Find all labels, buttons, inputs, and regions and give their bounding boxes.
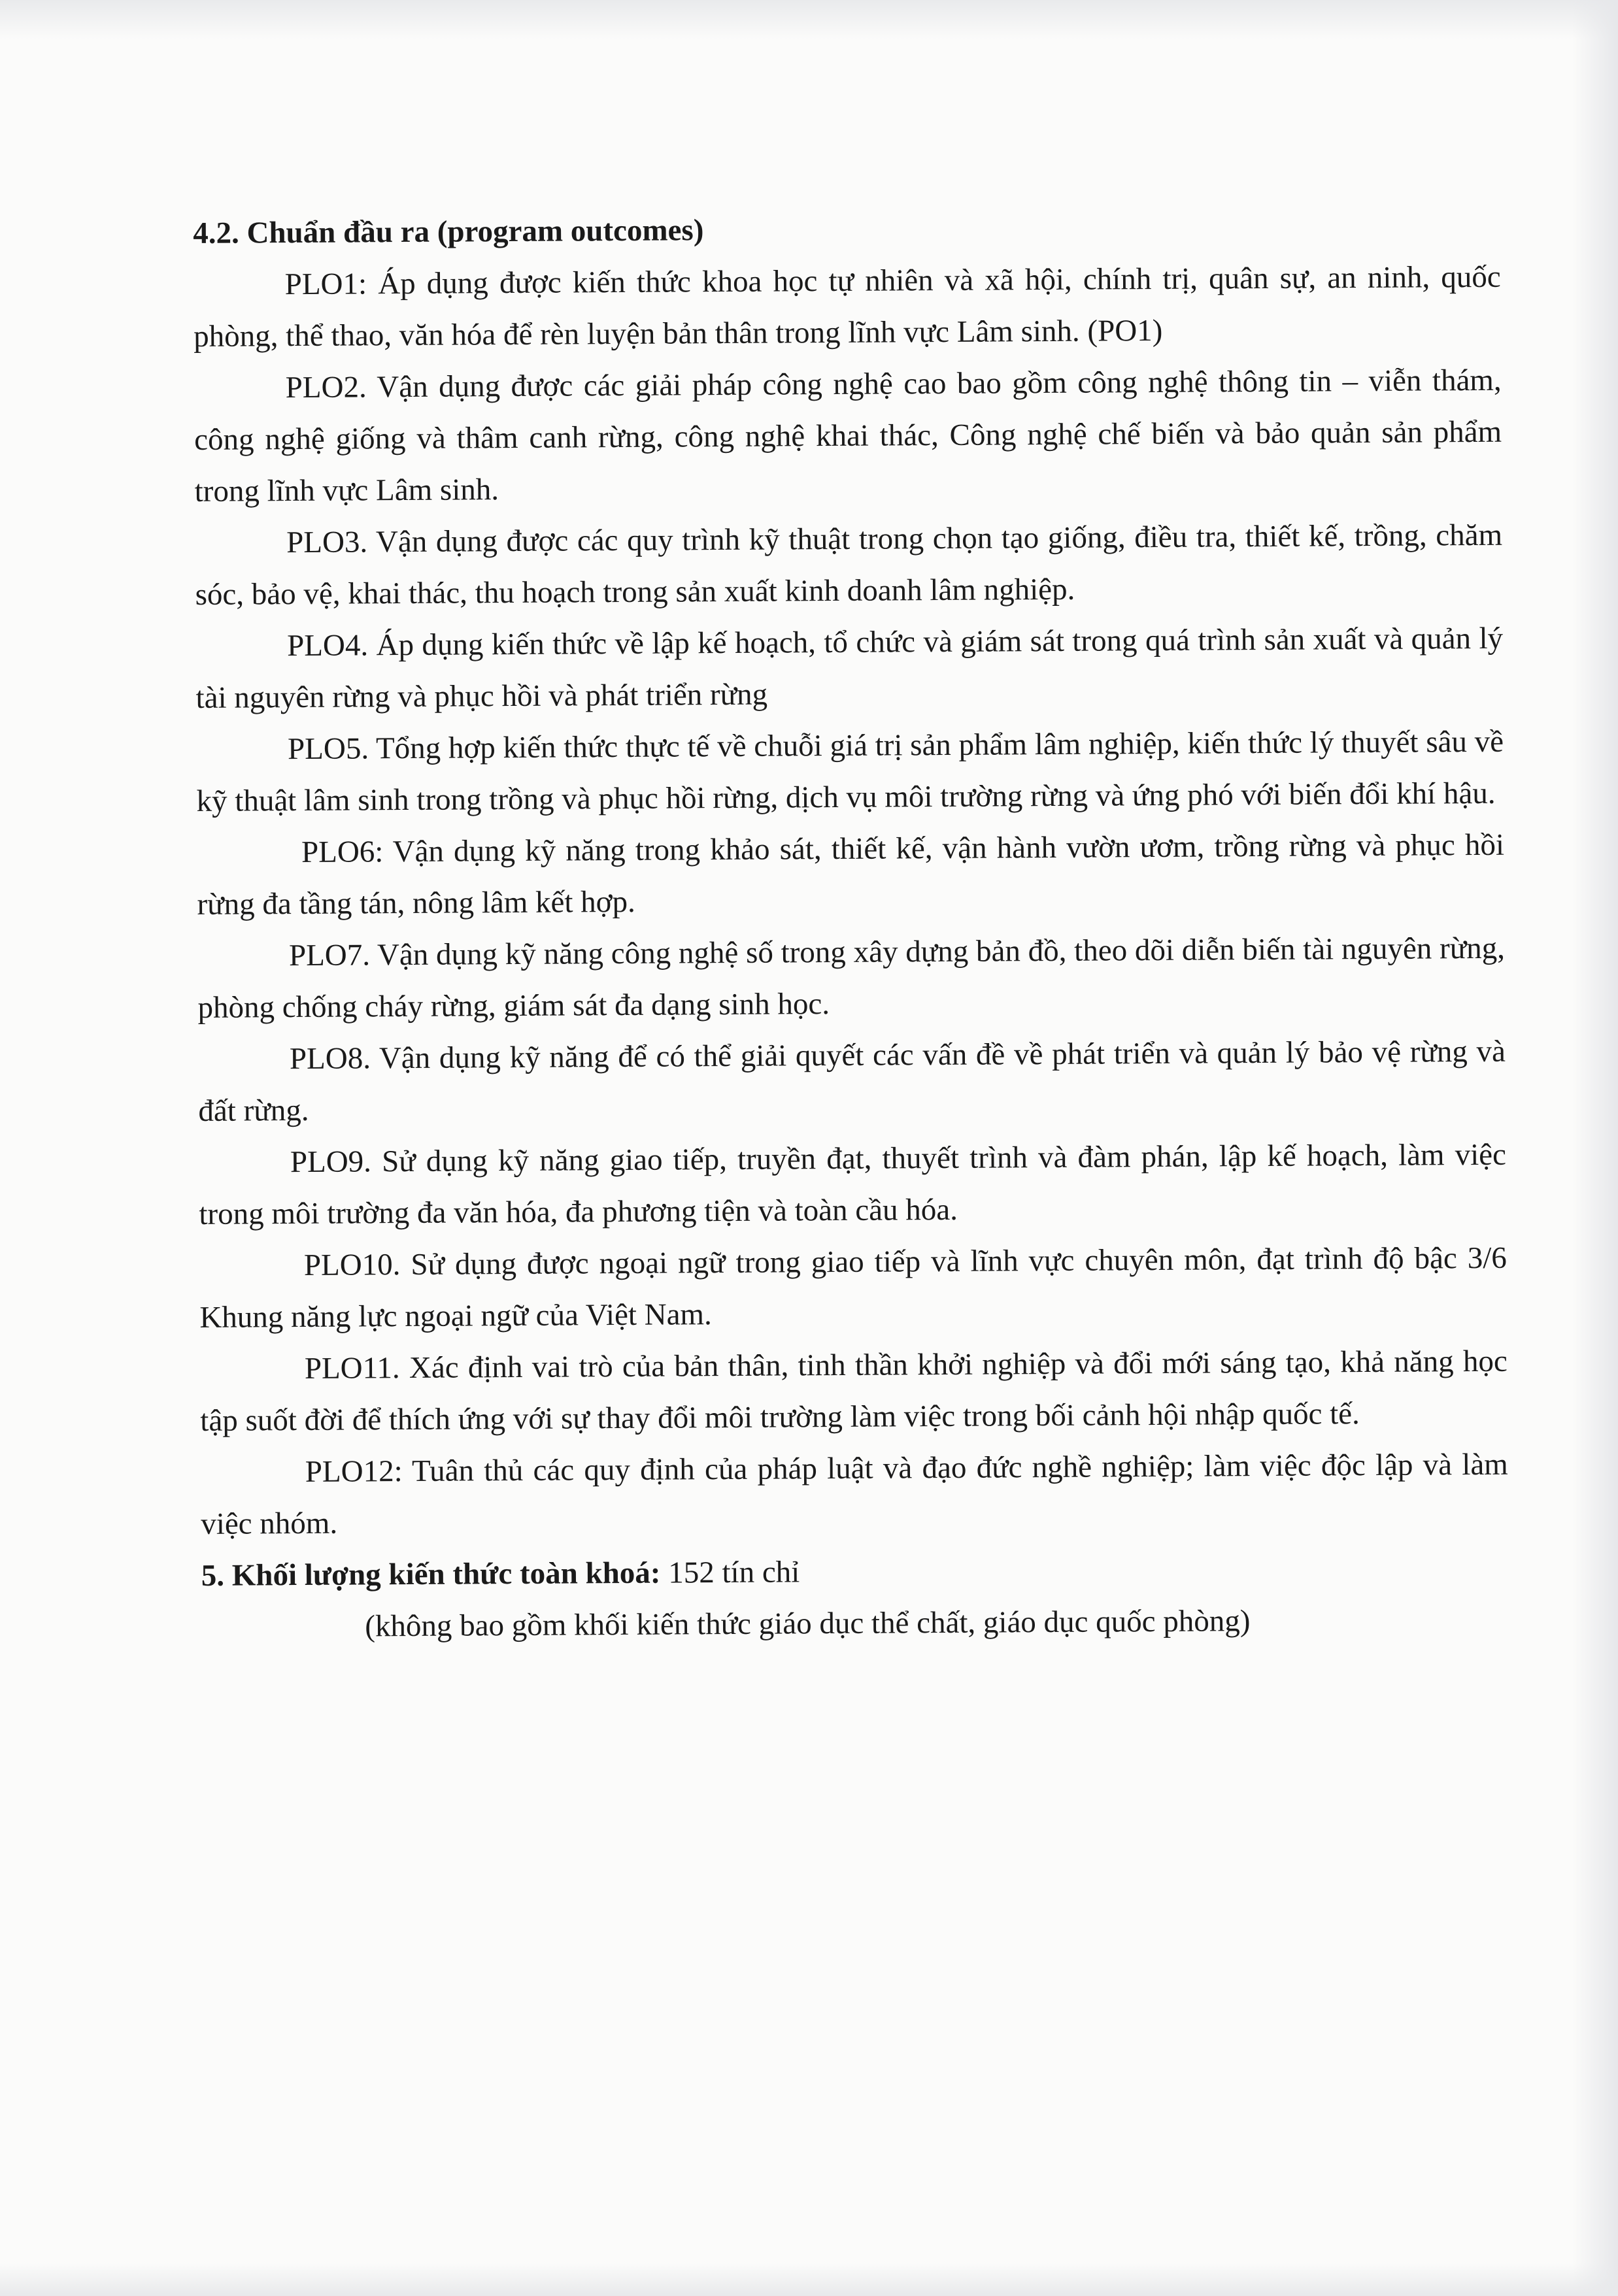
section-5-note: (không bao gồm khối kiến thức giáo dục thể chất, giáo dục quốc phòng) [365,1604,1251,1644]
plo7-paragraph: PLO7. Vận dụng kỹ năng công nghệ số trong xây dựng bản đồ, theo dõi diễn biến tài nguyên rừng, phòng chống cháy rừng, giám sát đa dạng sinh học. [197,931,1506,1025]
plo3-paragraph: PLO3. Vận dụng được các quy trình kỹ thuật trong chọn tạo giống, điều tra, thiết kế, trồng, chăm sóc, bảo vệ, khai thác, thu hoạch trong sản xuất kinh doanh lâm nghiệp. [195,518,1503,612]
plo5-paragraph: PLO5. Tổng hợp kiến thức thực tế về chuỗi giá trị sản phẩm lâm nghiệp, kiến thức lý thuyết sâu về kỹ thuật lâm sinh trong trồng và phục hồi rừng, dịch vụ môi trường rừng và ứng phó với biến đổi khí hậu. [196,724,1504,818]
plo10-paragraph: PLO10. Sử dụng được ngoại ngữ trong giao tiếp và lĩnh vực chuyên môn, đạt trình độ bậc 3/6 Khung năng lực ngoại ngữ của Việt Nam. [199,1240,1508,1335]
section-5-line [201,1542,1509,1602]
scan-shadow-top [0,0,1618,39]
section-4-2-heading: 4.2. Chuẩn đầu ra (program outcomes) [193,213,704,250]
plo1-paragraph: PLO1: Áp dụng được kiến thức khoa học tự nhiên và xã hội, chính trị, quân sự, an ninh, quốc phòng, thể thao, văn hóa để rèn luyện bản thân trong lĩnh vực Lâm sinh. (PO1) [194,259,1501,354]
scan-shadow-bottom [0,2263,1618,2296]
scan-shadow-right [1572,0,1618,2296]
section-5-label: 5. Khối lượng kiến thức toàn khoá: [201,1556,661,1593]
plo6-paragraph: PLO6: Vận dụng kỹ năng trong khảo sát, thiết kế, vận hành vườn ươm, trồng rừng và phục hồi rừng đa tầng tán, nông lâm kết hợp. [197,827,1505,922]
section-5-credits: 152 tín chỉ [668,1555,800,1590]
document-body [193,200,1509,1654]
plo4-paragraph: PLO4. Áp dụng kiến thức về lập kế hoạch, tổ chức và giám sát trong quá trình sản xuất và quản lý tài nguyên rừng và phục hồi và phát triển rừng [195,621,1504,715]
plo11-paragraph: PLO11. Xác định vai trò của bản thân, tinh thần khởi nghiệp và đổi mới sáng tạo, khả năng học tập suốt đời để thích ứng với sự thay đổi môi trường làm việc trong bối cảnh hội nhập quốc tế. [200,1344,1508,1438]
plo12-paragraph: PLO12: Tuân thủ các quy định của pháp luật và đạo đức nghề nghiệp; làm việc độc lập và làm việc nhóm. [201,1447,1508,1541]
plo9-paragraph: PLO9. Sử dụng kỹ năng giao tiếp, truyền đạt, thuyết trình và đàm phán, lập kế hoạch, làm việc trong môi trường đa văn hóa, đa phương tiện và toàn cầu hóa. [199,1137,1507,1231]
plo8-paragraph: PLO8. Vận dụng kỹ năng để có thể giải quyết các vấn đề về phát triển và quản lý bảo vệ rừng và đất rừng. [198,1034,1506,1128]
plo2-paragraph: PLO2. Vận dụng được các giải pháp công nghệ cao bao gồm công nghệ thông tin – viễn thám, công nghệ giống và thâm canh rừng, công nghệ khai thác, Công nghệ chế biến và bảo quản sản phẩm trong lĩnh vực Lâm sinh. [194,363,1502,508]
